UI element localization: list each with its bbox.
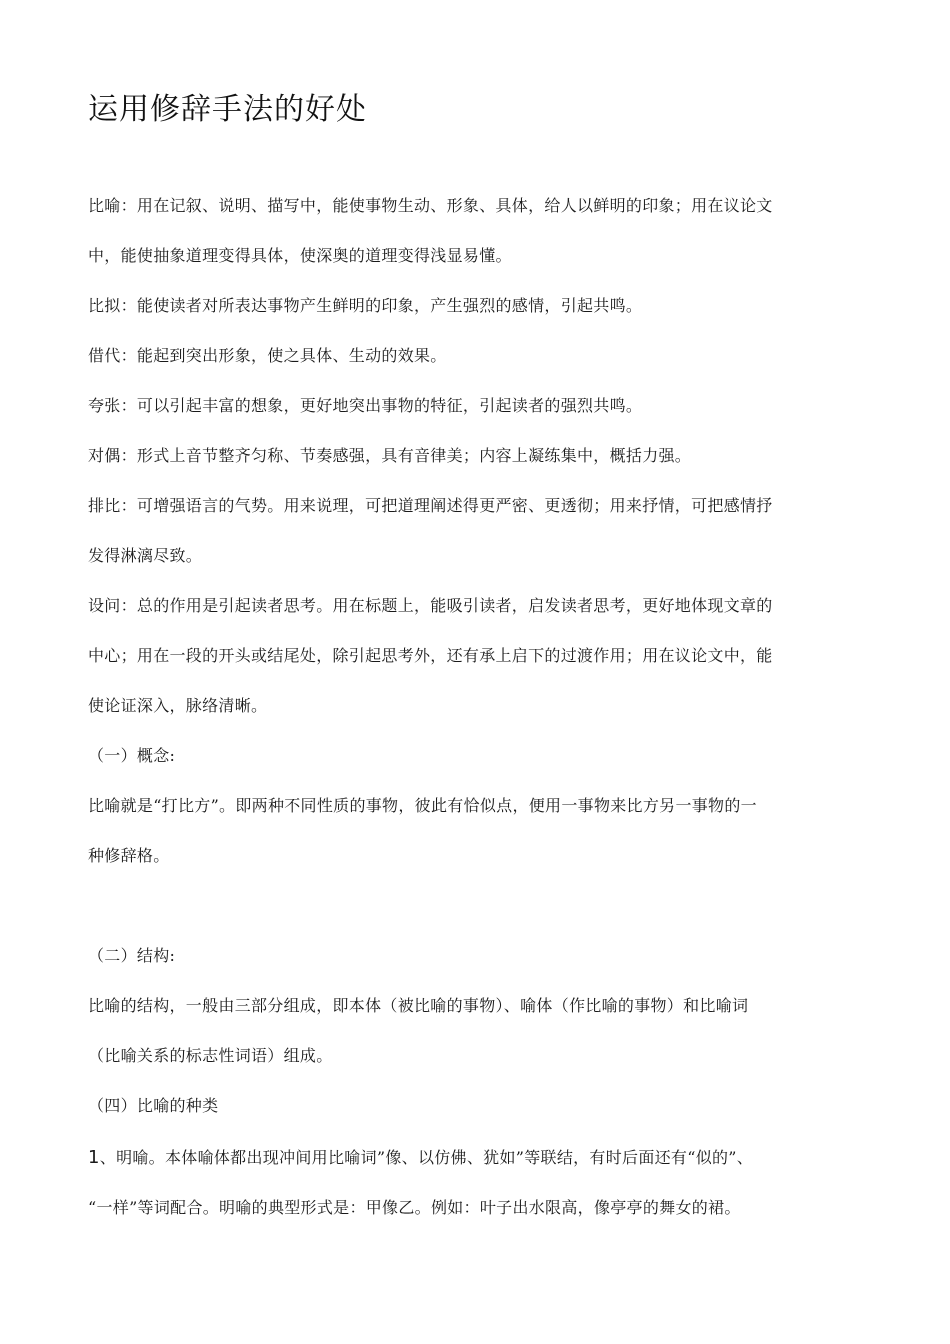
list-item-text: 、明喻。本体喻体都出现冲间用比喻词”像、以仿佛、犹如”等联结，有时后面还有“似的”、: [99, 1148, 754, 1167]
section-heading-concept: （一）概念:: [88, 746, 176, 765]
paragraph-line: 种修辞格。: [88, 846, 170, 865]
paragraph-line: 中，能使抽象道理变得具体，使深奥的道理变得浅显易懂。: [88, 246, 512, 265]
paragraph-line: 比喻的结构，一般由三部分组成，即本体（被比喻的事物）、喻体（作比喻的事物）和比喻词: [88, 996, 749, 1015]
paragraph-line: 对偶：形式上音节整齐匀称、节奏感强，具有音律美；内容上凝练集中，概括力强。: [88, 446, 692, 465]
paragraph-line: 设问：总的作用是引起读者思考。用在标题上，能吸引读者，启发读者思考，更好地体现文章的: [88, 596, 773, 615]
section-heading-types: （四）比喻的种类: [88, 1096, 219, 1115]
paragraph-line: 发得淋漓尽致。: [88, 546, 203, 565]
paragraph-line: 排比：可增强语言的气势。用来说理，可把道理阐述得更严密、更透彻；用来抒情，可把感情抒: [88, 496, 773, 515]
section-heading-structure: （二）结构:: [88, 946, 176, 965]
paragraph-line: 借代：能起到突出形象，使之具体、生动的效果。: [88, 346, 447, 365]
paragraph-line: 夸张：可以引起丰富的想象，更好地突出事物的特征，引起读者的强烈共鸣。: [88, 396, 643, 415]
paragraph-line: 中心；用在一段的开头或结尾处，除引起思考外，还有承上启下的过渡作用；用在议论文中，能: [88, 646, 773, 665]
paragraph-line: 比拟：能使读者对所表达事物产生鲜明的印象，产生强烈的感情，引起共鸣。: [88, 296, 643, 315]
paragraph-line: “一样”等词配合。明喻的典型形式是：甲像乙。例如：叶子出水限高，像亭亭的舞女的裙。: [88, 1198, 741, 1217]
paragraph-line: （比喻关系的标志性词语）组成。: [88, 1046, 333, 1065]
document-title: 运用修辞手法的好处: [88, 92, 367, 127]
paragraph-line: 使论证深入，脉络清晰。: [88, 696, 268, 715]
paragraph-line: 比喻：用在记叙、说明、描写中，能使事物生动、形象、具体，给人以鲜明的印象；用在议论文: [88, 196, 773, 215]
paragraph-line: 比喻就是“打比方”。即两种不同性质的事物，彼此有恰似点，便用一事物来比方另一事物的一: [88, 796, 757, 815]
list-item: [88, 1148, 753, 1168]
list-item-number: 1: [88, 1147, 100, 1168]
